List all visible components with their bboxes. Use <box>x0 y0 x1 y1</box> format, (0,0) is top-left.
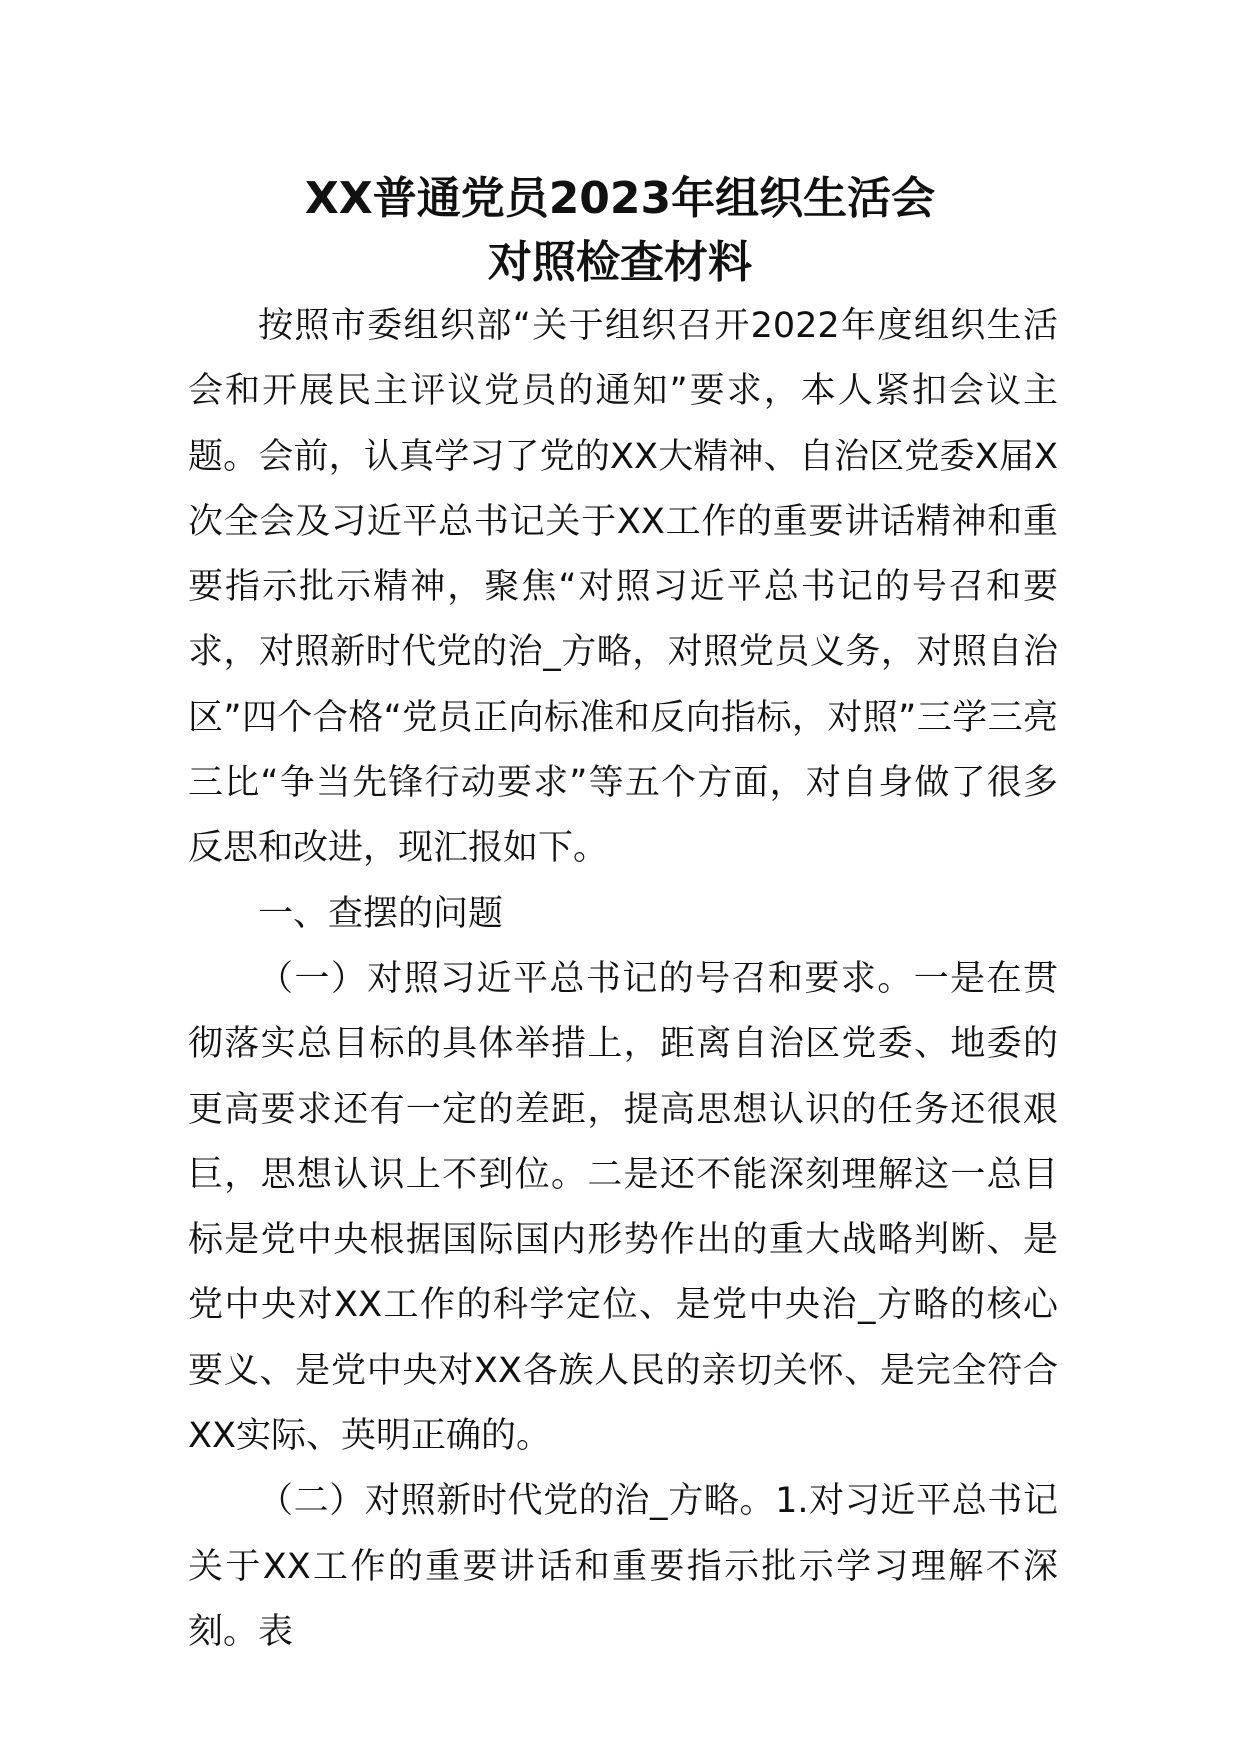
subsection-paragraph-1: （一）对照习近平总书记的号召和要求。一是在贯彻落实总目标的具体举措上，距离自治区党委、地委的更高要求还有一定的差距，提高思想认识的任务还很艰巨，思想认识上不到位。二是还不能深刻理解这一总目标是党中央根据国际国内形势作出的重大战略判断、是党中央对XX工作的科学定位、是党中央治_方略的核心要义、是党中央对XX各族人民的亲切关怀、是完全符合XX实际、英明正确的。 <box>188 958 1058 1457</box>
document-title-line-1: XX普通党员2023年组织生活会 <box>304 173 936 224</box>
document-body <box>188 294 1058 1665</box>
intro-paragraph: 按照市委组织部“关于组织召开2022年度组织生活会和开展民主评议党员的通知”要求，本人紧扣会议主题。会前，认真学习了党的XX大精神、自治区党委X届X次全会及习近平总书记关于XX工作的重要讲话精神和重要指示批示精神，聚焦“对照习近平总书记的号召和要求，对照新时代党的治_方略，对照党员义务，对照自治区”四个合格“党员正向标准和反向指标，对照”三学三亮三比“争当先锋行动要求”等五个方面，对自身做了很多反思和改进，现汇报如下。 <box>188 306 1058 869</box>
document-title-line-2: 对照检查材料 <box>488 237 752 288</box>
subsection-paragraph-2: （二）对照新时代党的治_方略。1.对习近平总书记关于XX工作的重要讲话和重要指示批示学习理解不深刻。表 <box>188 1481 1058 1652</box>
section-heading: 一、查摆的问题 <box>258 893 504 934</box>
